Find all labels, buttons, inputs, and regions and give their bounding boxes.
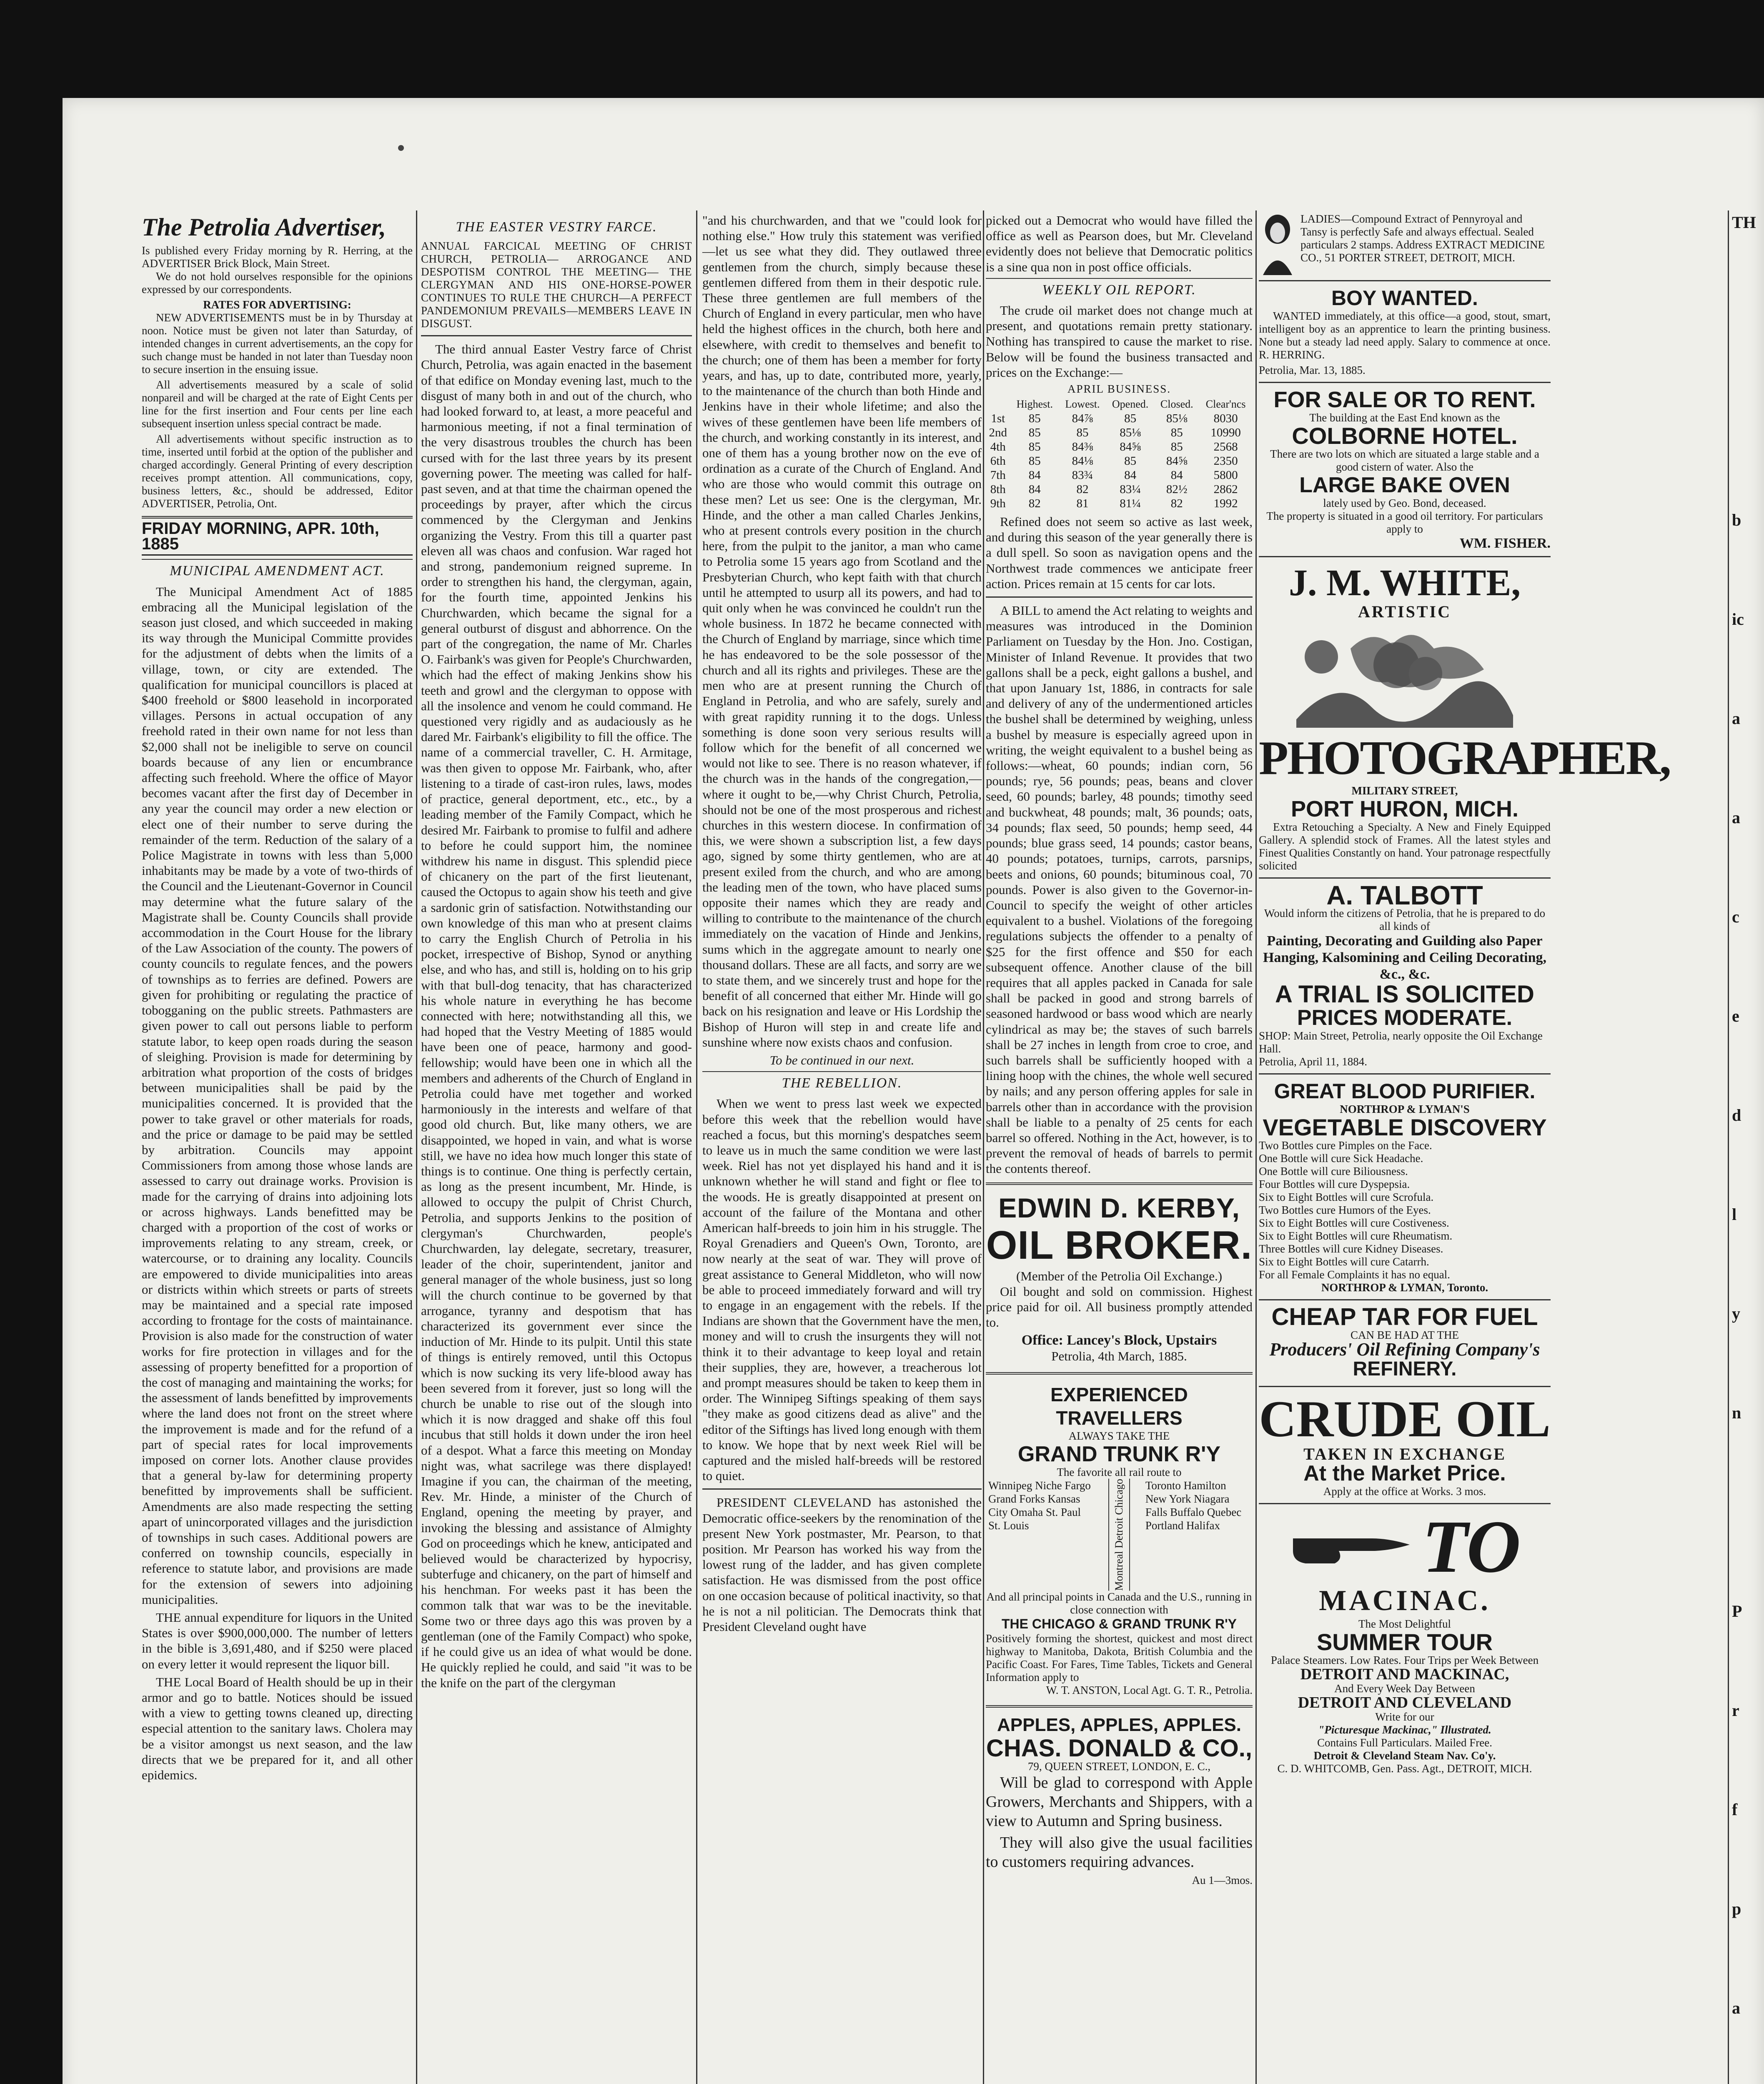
table-cell: 84 [1170,468,1183,482]
table-cell: 85 [1028,412,1041,426]
table-header [986,397,1010,411]
route-mid: Montreal Detroit Chicago [1108,1479,1130,1591]
page-blemish [398,145,404,151]
divider [1259,877,1551,879]
table-cell: 85 [1028,426,1041,440]
cherub-engraving [1288,624,1521,728]
ad-text: 79, QUEEN STREET, LONDON, E. C., [1027,1760,1211,1773]
list-item: One Bottle will cure Sick Headache. [1259,1152,1423,1165]
ad-text: (Member of the Petrolia Oil Exchange.) [1016,1268,1223,1283]
table-cell: 84⅝ [1120,440,1141,454]
masthead-imprint: Is published every Friday morning by R. Herring, at the ADVERTISER Brick Block, Main Street. [142,244,413,270]
macinac-header [1259,1505,1551,1588]
table-cell: 81 [1076,497,1089,511]
divider [421,335,692,336]
rates-body: NEW ADVERTISEMENTS must be in by Thursday at noon. Notice must be given not later than Saturday, of intended changes in current advertisements, an the copy for such change must be handed in not later than Tuesday noon to secure insertion in the ensuing issue. [142,311,413,376]
list-item: Six to Eight Bottles will cure Rheumatism. [1259,1230,1453,1242]
divider [1259,1299,1551,1300]
ad-text: And all principal points in Canada and the U.S., running in close connection with [986,1591,1252,1616]
text-fragment: y [1732,1304,1740,1323]
article-text: The third annual Easter Vestry farce of Christ Church, Petrolia, was again enacted in the basement of that edifice on Monday evening last, much to the disgust of many both in and out of the church, who had looked forward to, at least, a more peaceful and harmonious meeting, if not a final termination of the very disastrous troubles the church has been cursed with for the last three years by its present governing power. The meeting was called for half-past seven, and at that time the chairman opened the proceedings by prayer, after which the circus commenced by the Clergyman and Jenkins organizing the Vestry. From this till a quarter past eleven all was chaos and confusion. War raged hot and strong, pandemonium reigned supreme. In order to strengthen his hand, the clergyman, again, for the fourth time, appointed Jenkins his Churchwarden, which became the signal for a general outburst of disgust and abhorrence. On the part of the congregation, the name of Mr. Charles O. Fairbank's was given for People's Churchwarden, which had the effect of making Jenkins show his teeth and growl and the clergyman to oppose with all the insolence and venom he could command. He questioned very rigidly and as audaciously as he dared Mr. Fairbank's eligibility to fill the office. The name of a commercial traveller, C. H. Armitage, was then given to oppose Mr. Fairbank, who, after listening to a tirade of cast-iron rules, laws, modes of practice, general deportment, etc., etc., by a leading member of the Family Compact, which he desired Mr. Fairbank to promise to fulfil and adhere to before he could support him, the nominee withdrew his name in disgust. This splendid piece of chicanery on the part of the first lieutenant, caused the Octopus to again show his teeth and give a sardonic grin of satisfaction. Notwithstanding our own knowledge of this man who at present claims to carry the English Church of Petrolia in his pocket, irrespective of Bishop, Synod or anything else, and who has, and still is, holding on to his grip with that bull-dog tenacity, that has characterized his whole nature in everything he has become connected with here; notwithstanding all this, we had hoped that the Vestry Meeting of 1885 would have been one of peace, harmony and good-fellowship; would have been one in which all the members and adherents of the Church of England in Petrolia could have met together and worked harmoniously in the interests and welfare of that good old church. But, like many others, we are disappointed, we hoped in vain, and what is worse still, we have no idea how much longer this state of things is to continue. One thing is perfectly certain, as long as the present incumbent, Mr. Hinde, is allowed to occupy the pulpit of Christ Church, Petrolia, and supports Jenkins to the position of clergyman's Churchwarden, people's Churchwarden, lay delegate, secretary, treasurer, leader of the choir, superintendent, janitor and general manager of the whole business, just so long will the church continue to be governed by that arrogance, tyranny and despotism that has characterized its government ever since the induction of Mr. Hinde to its pulpit. Until this state of things is entirely removed, until this Octopus which is now sucking its very life-blood away has been severed from it forever, just so long will the church be unable to rise out of the slough into which it is now dragged and shake off this foul incubus that still holds it down under the iron heel of a despot. What a farce this meeting on Monday night was, what sacrilege was there displayed! Imagine if you can, the chairman of the meeting, Rev. Mr. Hinde, a minister of the Church of England, opening the meeting by prayer, and invoking the blessing and assistance of Almighty God on proceedings which he knew, anticipated and believed would be characterized by hypocrisy, subterfuge and chicanery, on the part of himself and his henchman. For weeks past it has been the common talk that war was to be the inevitable. Some two or three days ago this was proven by a gentleman (one of the Family Compact) who spoke, if he could give us an idea of what would be done. He quickly replied he could, and said "it was to be the knife on the part of the clergyman [421,342,692,1690]
table-row [986,454,1253,468]
ad-text: The property is situated in a good oil territory. For particulars apply to [1266,510,1543,535]
list-item: Two Bottles cure Humors of the Eyes. [1259,1204,1431,1217]
table-row [986,440,1253,454]
ad-heading: CHEAP TAR FOR FUEL [1271,1303,1538,1331]
table-cell: 85 [1028,454,1041,468]
route-left: Winnipeg Niche Fargo Grand Forks Kansas City Omaha St. Paul St. Louis [988,1479,1091,1532]
ad-text: TAKEN IN EXCHANGE [1303,1444,1506,1463]
ad-text: WM. FISHER. [1459,536,1551,551]
table-header: Opened. [1112,398,1149,411]
table-cell: 82 [1170,497,1183,511]
table-title: APRIL BUSINESS. [1067,383,1171,396]
ladies-ad [1259,213,1551,275]
table-cell: 83¾ [1072,468,1093,482]
text-fragment: e [1732,1007,1739,1025]
table-row [986,482,1253,496]
table-cell: 85 [1124,454,1137,468]
article-heading: MUNICIPAL AMENDMENT ACT. [142,559,413,579]
ad-text: SHOP: Main Street, Petrolia, nearly opposite the Oil Exchange Hall. [1259,1029,1543,1055]
ad-text: Will be glad to correspond with Apple Growers, Merchants and Shippers, with a view to Autumn and Spring business. [986,1773,1253,1830]
table-cell: 2568 [1213,440,1238,454]
ad-text: And Every Week Day Between [1334,1682,1475,1695]
rates-instructions: All advertisements without specific instruction as to time, inserted until forbid at the option of the publisher and charged accordingly. General Printing of every description receives prompt attention. All communications, copy, business letters, &c., should be addressed, Editor ADVERTISER, Petrolia, Ont. [142,433,413,510]
divider [1259,1503,1551,1504]
ad-heading: VEGETABLE DISCOVERY [1263,1114,1547,1141]
text-fragment [1732,411,1761,431]
divider [1259,1386,1551,1387]
column-5 [1259,213,1670,2084]
list-item: Three Bottles will cure Kidney Diseases. [1259,1242,1443,1255]
text-fragment: a [1732,1999,1740,2017]
ad-text: NORTHROP & LYMAN'S [1340,1103,1470,1116]
ad-heading: A TRIAL IS SOLICITED [1275,981,1534,1008]
table-cell: 84 [1028,483,1041,496]
article-text: Refined does not seem so active as last week, and during this season of the year generally there is a dull spell. So soon as navigation opens and the Northwest trade commences we anticipate freer action. Prices remain at 15 cents for car lots. [986,514,1253,591]
text-fragment [1732,1502,1761,1522]
ad-text: They will also give the usual facilities to customers requiring advances. [986,1834,1253,1871]
table-cell: 7th [990,468,1006,482]
table-cell: 83¼ [1120,483,1141,496]
ad-heading: COLBORNE HOTEL. [1292,423,1518,449]
table-cell: 85 [1124,412,1137,426]
table-cell: 4th [990,440,1006,454]
divider [1259,556,1551,557]
table-header: Lowest. [1065,398,1100,411]
rates-measure: All advertisements measured by a scale of solid nonpareil and will be charged at the rate of Eight Cents per line for the first insertion and Four cents per line each subsequent insertion unless special contract be made. [142,378,413,430]
ad-text: Petrolia, 4th March, 1885. [1051,1348,1187,1363]
ad-text: Oil bought and sold on commission. Highest price paid for oil. All business promptly attended to. [986,1284,1253,1330]
masthead-title: The Petrolia Advertiser, [142,213,386,241]
article-text: THE annual expenditure for liquors in the United States is over $900,000,000. The number of letters in the bible is 3,691,480, and if $250 were placed on every letter it would represent the liquor bill. [142,1610,413,1671]
column-rule [696,210,697,2084]
divider [1259,1073,1551,1075]
ad-heading: LARGE BAKE OVEN [1299,473,1510,497]
list-item: One Bottle will cure Biliousness. [1259,1165,1408,1178]
ad-text: Detroit & Cleveland Steam Nav. Co'y. [1313,1749,1496,1762]
table-cell: 85 [1170,426,1183,440]
table-cell: 81¼ [1120,497,1141,511]
ad-heading: THE CHICAGO & GRAND TRUNK R'Y [1001,1616,1237,1632]
table-header: Closed. [1160,398,1193,411]
column-4 [986,213,1253,2084]
ad-heading: APPLES, APPLES, APPLES. [997,1714,1241,1735]
divider [1259,280,1551,281]
table-cell: 9th [990,497,1006,511]
table-cell: 2862 [1213,483,1238,496]
table-cell: 1992 [1213,497,1238,511]
table-cell: 8030 [1213,412,1238,426]
ad-text: There are two lots on which are situated a large stable and a good cistern of water. Also the [1270,448,1539,473]
route-right: Toronto Hamilton New York Niagara Falls Buffalo Quebec Portland Halifax [1145,1479,1242,1532]
text-fragment: a [1732,709,1740,728]
column-rule [416,210,417,2084]
table-row [986,426,1253,440]
article-text: "and his churchwarden, and that we "could look for nothing else." How truly this statement was verified—let us see what they did. They outlawed three gentlemen from the church, simply because these gentlemen differed from them in their despotic rule. These three gentlemen are full members of the Church of England in every particular, men who have held the highest offices in the church, both here and elsewhere, with credit to themselves and benefit to the church; one of them has been a member for forty years, and has, up to date, contributed more, yearly, to the maintenance of the church than both Hinde and Jenkins have in their whole lifetime; and also the wives of these gentlemen have been life members of the church, and working constantly in its interest, and one of them has a young brother now on the eve of ordination as a curate of the Church of England. And who are those who would commit this outrage on these men? Let us see: One is the clergyman, Mr. Hinde, and the other a man called Charles Jenkins, who at present controls every position in the church here, from the pulpit to the janitor, a man who came to Petrolia some 15 years ago from Scotland and the Presbyterian Church, who kept faith with that church until he attempted to usurp all its powers, and had to quit only when he was convinced he couldn't run the whole business. In 1872 he became connected with the Church of England by marriage, since which time he has endeavored to be the sole possessor of the church and all its rights and privileges. These are the men who are at present running the Church of England in Petrolia, and who are safely, surely and with great rapidity running it to the dogs. Unless something is done soon very serious results will follow which for the benefit of all concerned we would not like to see. There is no reason whatever, if the church was in the hands of the congregation,—where it ought to be,—why Christ Church, Petrolia, should not be one of the most prosperous and richest churches in this western diocese. In confirmation of this, we were shown a subscription list, a few days ago, signed by some thirty gentlemen, who are at present exiled from the church, and who are among the leading men of the town, who have placed sums opposite their names which they are ready and willing to contribute to the maintenance of the church immediately on the vacation of Hinde and Jenkins, sums which in the aggregate amount to nearly one thousand dollars. These are all facts, and sorry are we to state them, and we sincerely trust and hope for the benefit of all concerned that either Mr. Hinde will go back on his resignation and leave or His Lordship the Bishop of Huron will step in and create life and sunshine where now exists chaos and confusion. [702,213,982,1050]
ad-text: Would inform the citizens of Petrolia, that he is prepared to do all kinds of [1264,907,1546,933]
column-6-cropped [1732,213,1761,2084]
ad-heading: FOR SALE OR TO RENT. [1273,387,1536,412]
table-cell: 82½ [1166,483,1188,496]
ad-text: Petrolia, April 11, 1884. [1259,1055,1367,1068]
column-rule [1255,210,1257,2084]
ad-heading: OIL BROKER. [986,1222,1253,1267]
article-heading: WEEKLY OIL REPORT. [986,278,1253,298]
ad-heading: PRICES MODERATE. [1297,1006,1513,1030]
text-fragment: n [1732,1403,1741,1422]
ad-text: DETROIT AND MACKINAC, [1300,1665,1509,1683]
ad-text: Contains Full Particulars. Mailed Free. [1317,1736,1492,1749]
table-cell: 85 [1076,426,1089,440]
list-item: Six to Eight Bottles will cure Scrofula. [1259,1191,1434,1204]
ad-heading: ARTISTIC [1358,602,1451,621]
ad-text: Office: Lancey's Block, Upstairs [1021,1333,1217,1348]
ad-text: LADIES—Compound Extract of Pennyroyal and Tansy is perfectly Safe and always effectual. Sealed particulars 2 stamps. Address EXTRACT MEDICINE CO., 51 PORTER STREET, DETROIT, MICH. [1300,213,1545,264]
ad-heading: A. TALBOTT [1326,880,1483,911]
divider [702,1488,982,1490]
table-cell: 8th [990,483,1006,496]
issue-date: FRIDAY MORNING, APR. 10th, 1885 [142,516,413,556]
table-row [986,496,1253,511]
donald-ad [986,1713,1253,1887]
ad-heading: GRAND TRUNK R'Y [1017,1442,1221,1466]
table-cell: 84⅝ [1166,454,1188,468]
text-fragment: P [1732,1602,1742,1621]
text-fragment: f [1732,1800,1738,1819]
table-cell: 84 [1124,468,1137,482]
masthead-disclaimer: We do not hold ourselves responsible for the opinions expressed by our correspondents. [142,270,413,296]
article-text: picked out a Democrat who would have filled the office as well as Pearson does, but Mr. Cleveland evidently does not believe that Democratic politics is a sine qua non in post office officials. [986,213,1253,274]
list-item: Six to Eight Bottles will cure Catarrh. [1259,1255,1429,1268]
article-text: When we went to press last week we expected before this week that the rebellion would have reached a focus, but this morning's despatches seem to leave us in much the same condition we were last week. Riel has not yet displayed his hand and it is unknown whether he will stand and fight or flee to the woods. He is greatly disappointed at present on account of the failure of the Montana and other American half-breeds to join him in his struggle. The Royal Grenadiers and Queen's Own, Toronto, are now nearly at the seat of war. They will prove of great assistance to General Middleton, who will now be able to proceed immediately forward and will try to engage in an engagement with the rebels. If the Indians are shown that the Government have the men, money and will to crush the insurgents they will not think it to their advantage to keep loyal and retain their supplies, they are, however, a treacherous lot and prompt measures should be taken to keep them in order. The Winnipeg Siftings speaking of them says "they make as good citizens dead as alive" and the editor of the Siftings has lived long enough with them to know. We hope that by next week Riel will be captured and the misled half-breeds will be restored to quiet. [702,1096,982,1483]
ad-text: WANTED immediately, at this office—a good, stout, smart, intelligent boy as an apprentice to learn the printing business. None but a steady lad need apply. Salary to commence at once. R. HERRING. [1259,310,1551,361]
ad-text: "Picturesque Mackinac," Illustrated. [1318,1723,1491,1736]
article-text: PRESIDENT CLEVELAND has astonished the Democratic office-seekers by the renomination of the present New York postmaster, Mr. Pearson, to that position. Mr Pearson has worked his way from the lowest rung of the ladder, and has given complete satisfaction. He was dismissed from the post office on one occasion because of political inactivity, so that he is not a nil politician. The Democrats think that President Cleveland ought have [702,1495,982,1634]
table-cell: 84⅜ [1072,440,1093,454]
ad-text: Palace Steamers. Low Rates. Four Trips per Week Between [1270,1653,1539,1666]
table-cell: 1st [991,412,1005,426]
ad-text: The building at the East End known as the [1309,411,1500,424]
article-heading: THE EASTER VESTRY FARCE. [456,219,657,235]
ad-text: Au 1—3mos. [1192,1874,1253,1886]
ad-text: CAN BE HAD AT THE [1350,1329,1459,1342]
ad-text: Positively forming the shortest, quickest and most direct highway to Manitoba, Dakota, British Columbia and the Pacific Coast. For Fares, Time Tables, Tickets and General Information apply to [986,1632,1253,1683]
ad-heading: PORT HURON, MICH. [1291,797,1518,822]
table-header: Clear'ncs [1205,398,1246,411]
divider [1259,382,1551,383]
list-item: For all Female Complaints it has no equal. [1259,1268,1450,1281]
ad-heading: EDWIN D. KERBY, [998,1192,1240,1223]
ad-heading: SUMMER TOUR [1316,1628,1493,1655]
table-cell: 5800 [1213,468,1238,482]
ad-heading: PHOTOGRAPHER, [1259,731,1670,785]
text-fragment: TH [1732,213,1756,232]
table-cell: 84⅛ [1072,454,1093,468]
ad-text: DETROIT AND CLEVELAND [1298,1694,1512,1712]
table-cell: 6th [990,454,1006,468]
table-cell: 10990 [1210,426,1241,440]
ad-heading: TO [1422,1505,1521,1588]
table-cell: 2350 [1213,454,1238,468]
divider [986,1182,1253,1185]
table-header: Highest. [1016,398,1053,411]
rates-heading: RATES FOR ADVERTISING: [203,298,351,311]
ad-text: Painting, Decorating and Guilding also Paper Hanging, Kalsomining and Ceiling Decorating, &c., &c. [1263,933,1547,982]
portrait-icon [1259,213,1296,275]
divider [986,1705,1253,1708]
text-fragment: b [1732,511,1741,529]
article-text: THE Local Board of Health should be up in their armor and go to battle. Notices should be issued with a view to getting towns cleaned up, directing especial attention to the sanitary laws. Cholera may be a visitor amongst us next season, and the law directs that we be prepared for it, and all other epidemics. [142,1674,413,1783]
column-1 [142,213,413,2084]
ad-text: Apply at the office at Works. 3 mos. [1323,1485,1486,1498]
ad-heading: REFINERY. [1353,1358,1457,1380]
route-list [986,1479,1253,1591]
table-row [986,411,1253,426]
grand-trunk-ad [986,1380,1253,1699]
ad-text: Extra Retouching a Specialty. A New and Finely Equipped Gallery. A splendid stock of Frames. All the latest styles and Finest Qualities Constantly on hand. Your patronage respectfully solicited [1259,821,1551,872]
ad-heading: CHAS. DONALD & CO., [986,1734,1252,1762]
ad-text: Petrolia, Mar. 13, 1885. [1259,364,1366,376]
column-3 [702,213,982,2084]
ad-text: lately used by Geo. Bond, deceased. [1323,497,1486,509]
table-cell: 85 [1028,440,1041,454]
ad-heading: Producers' Oil Refining Company's [1269,1339,1540,1360]
table-cell: 82 [1076,483,1089,496]
text-fragment: a [1732,808,1740,827]
ad-text: ALWAYS TAKE THE [1068,1429,1170,1442]
article-heading: THE REBELLION. [702,1071,982,1091]
table-cell: 2nd [989,426,1007,440]
table-cell: 85⅛ [1120,426,1141,440]
ad-heading: BOY WANTED. [1331,286,1478,310]
table-cell: 82 [1028,497,1041,511]
ad-heading: GREAT BLOOD PURIFIER. [1274,1080,1536,1103]
list-item: Six to Eight Bottles will cure Costiveness. [1259,1217,1449,1230]
ad-heading: At the Market Price. [1303,1461,1506,1485]
table-cell: 85 [1170,440,1183,454]
text-fragment: p [1732,1899,1741,1918]
list-item: Four Bottles will cure Dyspepsia. [1259,1178,1410,1191]
divider [986,1372,1253,1375]
ad-text: The Most Delightful [1358,1617,1451,1630]
pointing-hand-icon [1289,1522,1414,1572]
ad-heading: EXPERIENCED TRAVELLERS [1050,1383,1188,1429]
ad-text: C. D. WHITCOMB, Gen. Pass. Agt., DETROIT, MICH. [1277,1762,1532,1775]
kerby-ad [986,1191,1253,1366]
text-fragment: c [1732,907,1739,926]
table-cell: 84⅞ [1072,412,1093,426]
ad-text: W. T. ANSTON, Local Agt. G. T. R., Petrolia. [1046,1683,1253,1696]
table-cell: 84 [1028,468,1041,482]
text-fragment: l [1732,1205,1737,1224]
column-rule [983,210,984,2084]
ad-text: NORTHROP & LYMAN, Toronto. [1321,1281,1488,1294]
text-fragment [1732,312,1761,332]
remedy-list [1259,1139,1551,1281]
list-item: Two Bottles cure Pimples on the Face. [1259,1139,1432,1152]
text-fragment: ic [1732,610,1744,629]
oil-table [986,397,1253,511]
ad-text: The favorite all rail route to [1057,1465,1182,1478]
table-cell: 85⅛ [1166,412,1188,426]
ad-text: MILITARY STREET, [1351,784,1458,797]
ad-heading: J. M. WHITE, [1289,562,1521,604]
divider [986,596,1253,598]
ad-text: Write for our [1375,1711,1434,1723]
article-text: The crude oil market does not change much at present, and quotations remain pretty stationary. Nothing has transpired to cause the market to rise. Below will be found the business transacted and prices on the Exchange:— [986,303,1253,380]
ad-heading: MACINAC. [1319,1584,1491,1617]
column-2 [421,213,692,2084]
table-row [986,468,1253,482]
article-text: A BILL to amend the Act relating to weights and measures was introduced in the Dominion Parliament on Tuesday by the Hon. Jno. Costigan, Minister of Inland Revenue. It provides that two gallons shall be a peck, eight gallons a bushel, and that upon January 1st, 1886, in contracts for sale and delivery of any of the undermentioned articles the bushel shall be determined by weighing, unless a bushel by measure is especially agreed upon in writing, the weight equivalent to a bushel being as follows:—wheat, 60 pounds; indian corn, 56 pounds; rye, 56 pounds; peas, beans and clover seed, 60 pounds; barley, 48 pounds; timothy seed and buckwheat, 48 pounds; malt, 36 pounds; oats, 34 pounds; flax seed, 50 pounds; hemp seed, 44 pounds; blue grass seed, 14 pounds; castor beans, 40 pounds; potatoes, turnips, carrots, parsnips, beets and onions, 60 pounds; bituminous coal, 70 pounds. Power is also given to the Governor-in-Council to specify the weight of other articles equivalent to a bushel. Violations of the foregoing regulations subjects the offender to a penalty of $25 for the first offence and $50 for each subsequent offence. Another clause of the bill requires that all apples packed in Canada for sale shall be packed in good and strong barrels of seasoned hardwood or bass wood which are nearly cylindrical as may be; the staves of such barrels shall be 27 inches in length from croe to croe, and such barrels shall be sufficiently hooped with a lining hoop with the chines, the whole well secured by nails; and any person offering apples for sale in barrels other than in accordance with the provision shall be liable to a penalty of 25 cents for each barrel so offered. Nothing in the Act, however, is to prevent the removal of heads of barrels to permit the contents thereof. [986,603,1253,1176]
ad-heading: CRUDE OIL [1259,1390,1551,1448]
continued-note: To be continued in our next. [769,1052,915,1067]
column-rule [1728,210,1729,2084]
text-fragment: r [1732,1701,1739,1720]
text-fragment: d [1732,1106,1741,1125]
article-subhead: ANNUAL FARCICAL MEETING OF CHRIST CHURCH, PETROLIA— ARROGANCE AND DESPOTISM CONTROL THE MEETING— THE CLERGYMAN AND HIS ONE-HORSE-POWER CONTINUES TO RULE THE CHURCH—A PERFECT PANDEMONIUM PREVAILS—MEMBERS LEAVE IN DISGUST. [421,240,692,330]
article-text: The Municipal Amendment Act of 1885 embracing all the Municipal legislation of the season just closed, and which succeeded in making its way through the Municipal Committe provides for the adjustment of debts when the limits of a village, town, or city are extended. The qualification for municipal councillors is placed at $400 freehold or $800 leasehold in incorporated villages. Persons in actual occupation of any freehold rated in their own name for not less than $2,000 shall not be ineligible to serve on council boards because of any lien or encumbrance affecting such freehold. Where the office of Mayor becomes vacant after the first day of December in any year the council may order a new election or elect one of their number to serve during the remainder of the term. Reduction of the salary of a Police Magistrate in towns with less than 5,000 inhabitants may be made by a vote of two-thirds of the Council and the Lieutenant-Governor in Council may determine what the future salary of the Magistrate shall be. County Councils shall provide accommodation in the Court House for the library of the Law Association of the county. The powers of county councils to regulate fences, and the powers of townships as to ferries are defined. Powers are given for prohibiting or regulating the practice of tobogganing on the public streets. Pathmasters are given power to call out persons liable to perform statute labor, to keep open roads during the season of sleighing. Provision is made for determining by arbitration what proportion of the costs of bridges between municipalities shall be paid by the municipalities concerned. It is provided that the power to take gravel or other materials for roads, and the price or damage to be paid may be settled by arbitration. Councils may appoint Commissioners from among those whose lands are assessed to carry out drainage works. Provision is made for the carrying of drains into adjoining lots or across highways. Lands benefitted may be charged with a proportion of the cost of works or improvements relating to any stream, creek, or watercourse, or to draining any locality. Councils are empowered to divide municipalities into areas or districts within which streets or parts of streets may be maintained and a special rate imposed according to frontage for the costs of maintainance. Provision is also made for the construction of water works for fire protection in villages and for the assessing of property benefitted for a proportion of the cost of managing and maintaining the works; for the assessment of lands benefitted by improvements where the land does not front on the street where the improvement is made and for the refund of a part of special rates for local improvements imposed on corner lots. Another clause provides that a general by-law for determining property benefitted by improvements shall be sufficient. Amendments are also made respecting the setting apart of unincorporated villages and the jurisdiction of townships in such cases. Additional powers are conferred on township councils, especially in reference to statute labor, and provisions are made for the extension of sewers into adjoining municipalities. [142,584,413,1607]
